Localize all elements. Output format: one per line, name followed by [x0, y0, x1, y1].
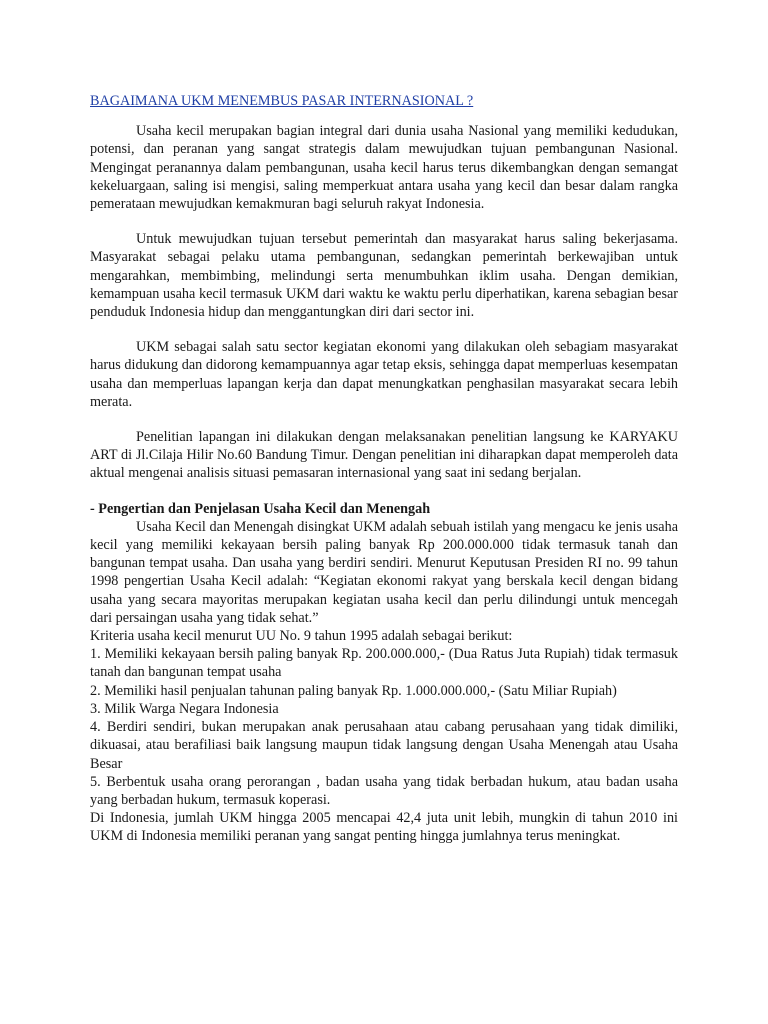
closing-paragraph: Di Indonesia, jumlah UKM hingga 2005 mencapai 42,4 juta unit lebih, mungkin di tahun 2010 ini UKM di Indonesia memiliki peranan yang sangat penting hingga jumlahnya terus meningkat. [90, 810, 678, 845]
criteria-intro: Kriteria usaha kecil menurut UU No. 9 tahun 1995 adalah sebagai berikut: [90, 628, 513, 645]
document-title[interactable]: BAGAIMANA UKM MENEMBUS PASAR INTERNASIONAL ? [90, 93, 474, 109]
criteria-item-5: 5. Berbentuk usaha orang perorangan , badan usaha yang tidak berbadan hukum, atau badan usaha yang berbadan hukum, termasuk koperasi. [90, 773, 678, 808]
paragraph-3: UKM sebagai salah satu sector kegiatan ekonomi yang dilakukan oleh sebagiam masyarakat harus didukung dan didorong kemampuannya agar tetap eksis, sehingga dapat memperluas kesempatan usaha dan memperluas lapangan kerja dan dapat menungkatkan penghasilan masyarakat secara lebih merata. [90, 339, 678, 410]
criteria-item-2: 2. Memiliki hasil penjualan tahunan paling banyak Rp. 1.000.000.000,- (Satu Miliar Rupiah) [90, 682, 617, 699]
paragraph-4: Penelitian lapangan ini dilakukan dengan melaksanakan penelitian langsung ke KARYAKU ART di Jl.Cilaja Hilir No.60 Bandung Timur. Dengan penelitian ini diharapkan dapat memperoleh data aktual mengenai analisis situasi pemasaran internasional yang saat ini sedang berjalan. [90, 429, 678, 482]
criteria-item-3: 3. Milik Warga Negara Indonesia [90, 700, 279, 717]
criteria-item-4: 4. Berdiri sendiri, bukan merupakan anak perusahaan atau cabang perusahaan yang tidak dimiliki, dikuasai, atau berafiliasi baik langsung maupun tidak langsung dengan Usaha Menengah atau Usaha Besar [90, 719, 678, 772]
paragraph-1: Usaha kecil merupakan bagian integral dari dunia usaha Nasional yang memiliki kedudukan, potensi, dan peranan yang sangat strategis dalam mewujudkan tujuan pembangunan Nasional. Mengingat peranannya dalam pembangunan, usaha kecil harus terus dikembangkan dengan semangat kekeluargaan, saling isi mengisi, saling memperkuat antara usaha yang kecil dan besar dalam rangka pemerataan mewujudkan kemakmuran bagi seluruh rakyat Indonesia. [90, 123, 678, 213]
section-intro: Usaha Kecil dan Menengah disingkat UKM adalah sebuah istilah yang mengacu ke jenis usaha kecil yang memiliki kekayaan bersih paling banyak Rp 200.000.000 tidak termasuk tanah dan bangunan tempat usaha. Dan usaha yang berdiri sendiri. Menurut Keputusan Presiden RI no. 99 tahun 1998 pengertian Usaha Kecil adalah: “Kegiatan ekonomi rakyat yang berskala kecil dengan bidang usaha yang secara mayoritas merupakan kegiatan usaha kecil dan perlu dilindungi untuk mencegah dari persaingan usaha yang tidak sehat.” [90, 518, 678, 626]
criteria-item-1: 1. Memiliki kekayaan bersih paling banyak Rp. 200.000.000,- (Dua Ratus Juta Rupiah) tidak termasuk tanah dan bangunan tempat usaha [90, 646, 678, 681]
section-heading: - Pengertian dan Penjelasan Usaha Kecil dan Menengah [90, 500, 431, 517]
paragraph-2: Untuk mewujudkan tujuan tersebut pemerintah dan masyarakat harus saling bekerjasama. Masyarakat sebagai pelaku utama pembangunan, sedangkan pemerintah berkewajiban untuk mengarahkan, membimbing, melindungi serta menumbuhkan iklim usaha. Dengan demikian, kemampuan usaha kecil termasuk UKM dari waktu ke waktu perlu diperhatikan, karena sebagian besar penduduk Indonesia hidup dan menggantungkan diri dari sector ini. [90, 231, 678, 321]
document-body [90, 92, 678, 846]
